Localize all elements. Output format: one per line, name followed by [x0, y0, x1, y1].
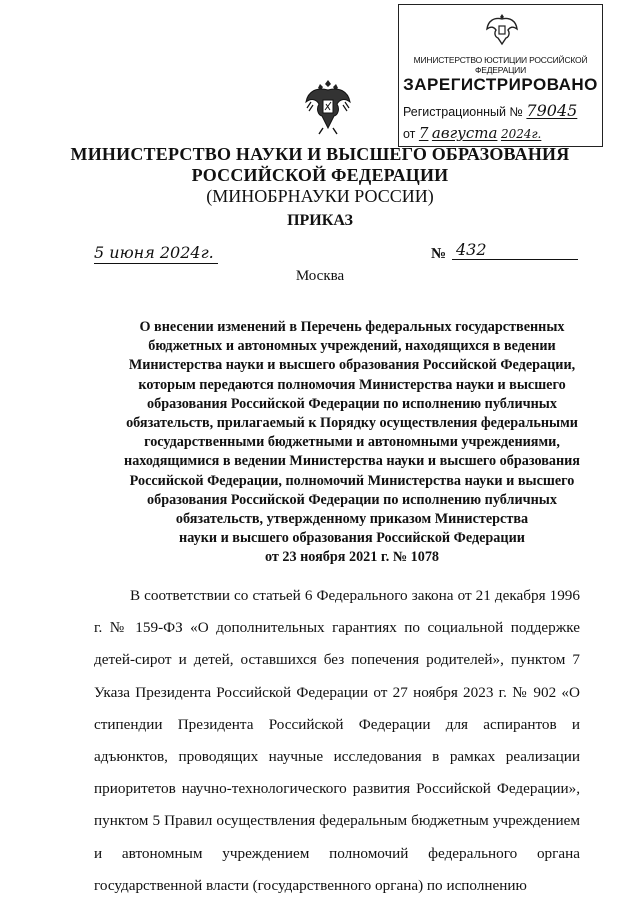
- document-title: [96, 318, 608, 568]
- title-line: обязательств, прилагаемый к Порядку осуществления федеральными: [126, 415, 578, 432]
- coat-of-arms-icon: [303, 78, 353, 136]
- title-line: О внесении изменений в Перечень федеральных государственных: [139, 319, 565, 335]
- stamp-reg-line: [403, 101, 577, 120]
- registration-stamp: [398, 4, 603, 147]
- stamp-date-year: 2024г.: [500, 127, 542, 141]
- order-city: Москва: [295, 268, 345, 284]
- title-line: Министерства науки и высшего образования Российской Федерации,: [128, 357, 576, 374]
- stamp-date-month: августа: [431, 124, 498, 142]
- document-type: ПРИКАЗ: [287, 212, 353, 229]
- stamp-date-line: [403, 124, 541, 142]
- stamp-date-day: 7: [418, 124, 429, 142]
- title-line: бюджетных и автономных учреждений, находящихся в ведении: [148, 338, 556, 355]
- org-name-line2: РОССИЙСКОЙ ФЕДЕРАЦИИ: [191, 165, 449, 185]
- order-number: 432: [452, 240, 578, 260]
- stamp-reg-label: Регистрационный №: [403, 105, 523, 119]
- title-line: от 23 ноября 2021 г. № 1078: [264, 549, 440, 566]
- title-line: обязательств, утвержденному приказом Министерства: [175, 511, 529, 528]
- stamp-status: ЗАРЕГИСТРИРОВАНО: [403, 75, 598, 94]
- title-line: находящимися в ведении Министерства науки и высшего образования: [124, 453, 580, 470]
- title-line: науки и высшего образования Российской Федерации: [179, 530, 525, 547]
- order-number-label: №: [431, 246, 447, 262]
- order-date: 5 июня 2024г.: [94, 243, 218, 264]
- title-line: образования Российской Федерации по исполнению публичных: [147, 491, 557, 508]
- title-line: государственными бюджетными и автономными учреждениями,: [144, 434, 560, 451]
- document-body: [94, 580, 580, 902]
- title-line: образования Российской Федерации по исполнению публичных: [147, 395, 557, 412]
- eagle-emblem-icon: [484, 11, 520, 47]
- stamp-date-prefix: от: [403, 127, 416, 141]
- body-paragraph: В соответствии со статьей 6 Федерального закона от 21 декабря 1996 г. № 159-ФЗ «О дополнительных гарантиях по социальной поддержке детей-сирот и детей, оставшихся без попечения родителей», пунктом 7 Указа Президента Российской Федерации от 27 ноября 2023 г. № 902 «О стипендии Президента Российской Федерации для аспирантов и адъюнктов, проводящих научные исследования в рамках реализации приоритетов научно-технологического развития Российской Федерации», пунктом 5 Правил осуществления федеральным бюджетным учреждением и автономным учреждением полномочий федерального органа государственной власти (государственного органа) по исполнению: [94, 587, 580, 894]
- org-name-line1: МИНИСТЕРСТВО НАУКИ И ВЫСШЕГО ОБРАЗОВАНИЯ: [70, 144, 570, 164]
- title-line: Российской Федерации, полномочий Министерства науки и высшего: [129, 472, 575, 489]
- stamp-reg-number: 79045: [526, 101, 578, 120]
- title-line: которым передаются полномочия Министерства науки и высшего: [138, 376, 566, 393]
- stamp-ministry: МИНИСТЕРСТВО ЮСТИЦИИ РОССИЙСКОЙ ФЕДЕРАЦИИ: [413, 55, 588, 75]
- org-abbreviation: (МИНОБРНАУКИ РОССИИ): [206, 186, 434, 206]
